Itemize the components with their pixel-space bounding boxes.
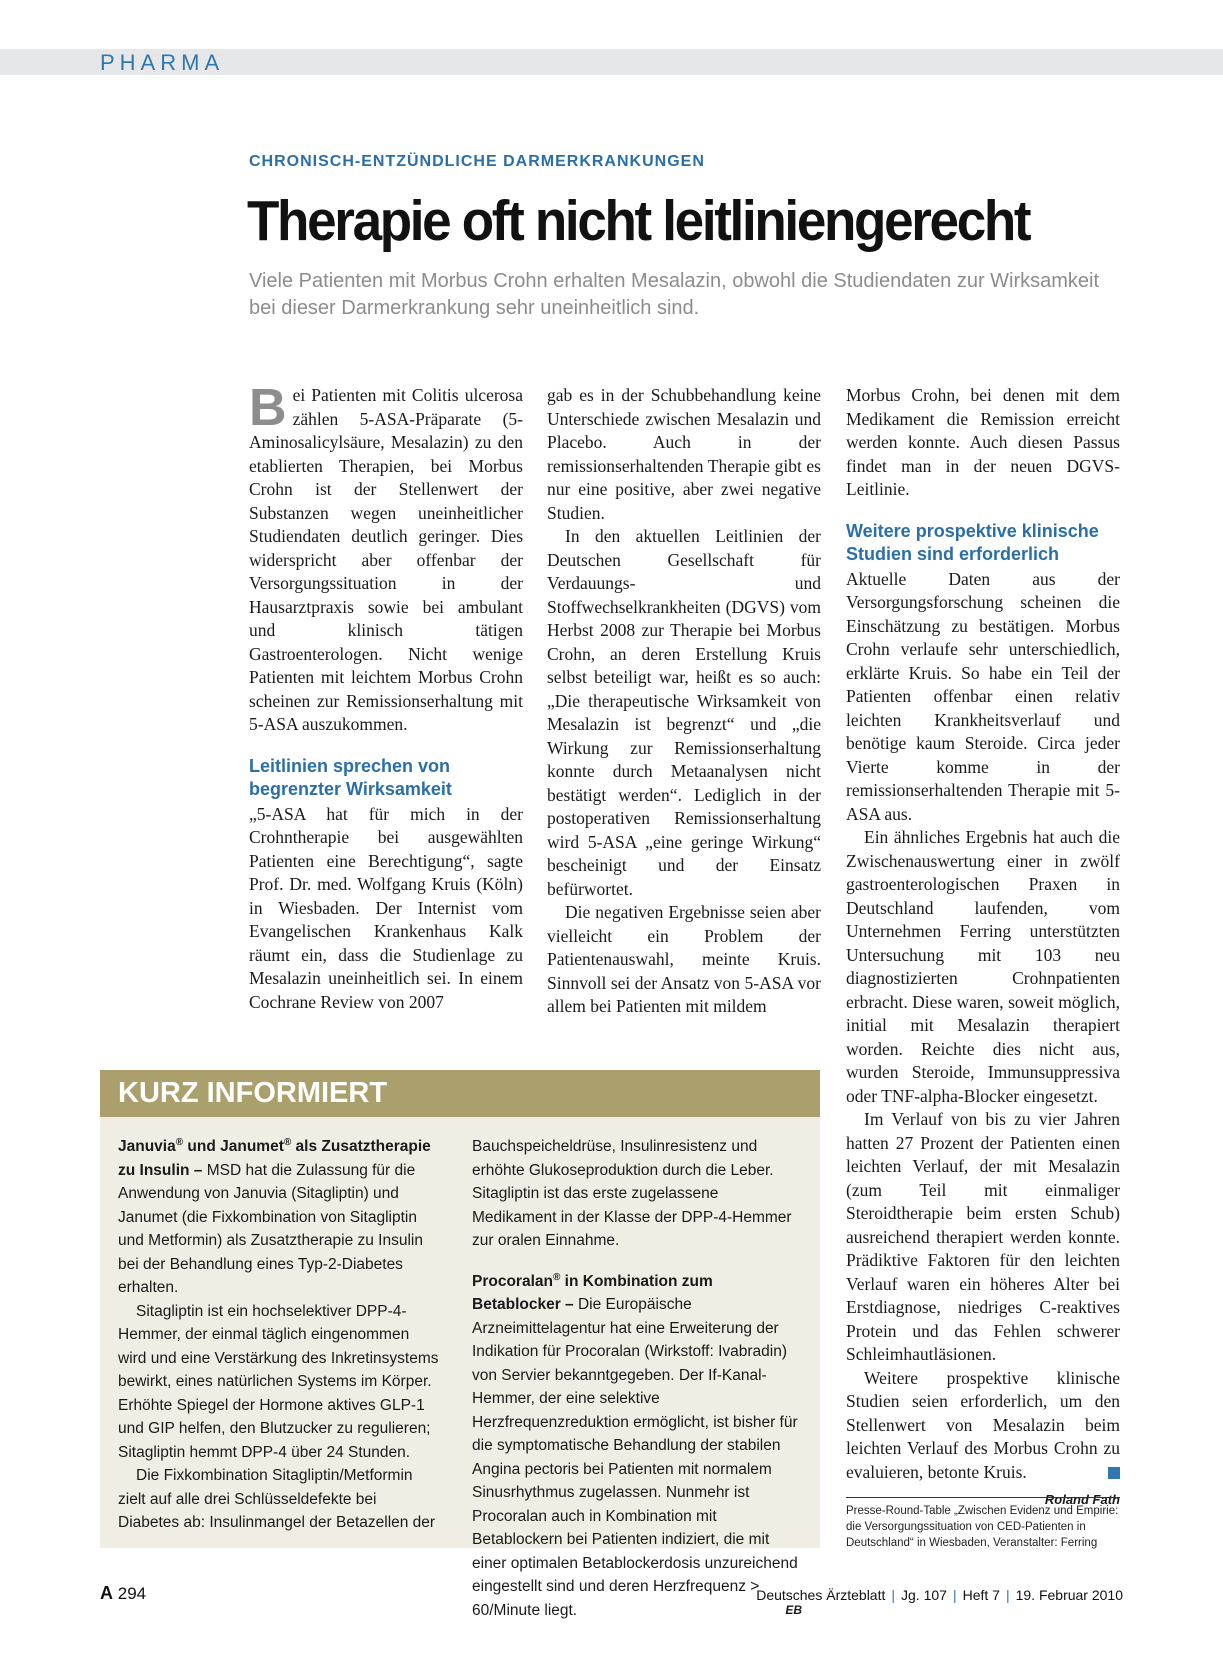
box-item-procoralan	[472, 1270, 802, 1623]
paragraph-quote: „5-ASA hat für mich in der Crohntherapie bei ausgewählten Patienten eine Berechtigung“, sagte Prof. Dr. med. Wolfgang Kruis (Köln) in Wiesbaden. Der Internist vom Evangelischen Krankenhaus Kalk räumt ein, dass die Studienlage zu Mesalazin uneinheitlich sei. In einem Cochrane Review von 2007	[249, 803, 523, 1012]
box-item-procoralan-heading: Procoralan® in Kombination zum Betablocker –	[472, 1271, 713, 1313]
paragraph-zwischenauswertung: Ein ähnliches Ergebnis hat auch die Zwischenauswertung einer in zwölf gastroenterologischen Praxen in Deutschland laufenden, vom Unternehmen Ferring unterstützten Untersuchung mit 103 neu diagnostizierten Crohnpatienten erbracht. Diese waren, soweit möglich, initial mit Mesalazin therapiert worden. Reichte dies nicht aus, wurden Steroide, Immunsuppressiva oder TNF-alpha-Blocker eingesetzt.	[846, 827, 1120, 1106]
article-lead: Viele Patienten mit Morbus Crohn erhalten Mesalazin, obwohl die Studiendaten zur Wirksamkeit bei dieser Darmerkrankung sehr uneinheitlich sind.	[249, 270, 1100, 319]
journal-footer: Deutsches Ärzteblatt | Jg. 107 | Heft 7 | 19. Februar 2010	[756, 1587, 1123, 1603]
author: Roland Fath	[1044, 1492, 1120, 1507]
box-paragraph-fixkombination: Die Fixkombination Sitagliptin/Metformin zielt auf alle drei Schlüsseldefekte bei Diabetes ab: Insulinmangel der Betazellen der	[118, 1467, 436, 1531]
paragraph-cochrane: gab es in der Schubbehandlung keine Unterschiede zwischen Mesalazin und Placebo. Auch in der remissionserhaltenden Therapie gibt es nur eine positive, aber zwei negative Studien.	[547, 385, 821, 523]
box-item-januvia-text: MSD hat die Zulassung für die Anwendung von Januvia (Sitagliptin) und Janumet (die Fixkombination von Sitagliptin und Metformin) als Zusatztherapie zu Insulin bei der Behandlung eines Typ-2-Diabetes erhalten.	[118, 1161, 423, 1296]
drop-cap: B	[249, 379, 287, 437]
article-title: Therapie oft nicht leitliniengerecht	[247, 189, 1030, 253]
box-item-author: EB	[785, 1602, 802, 1617]
paragraph-verlauf: Im Verlauf von bis zu vier Jahren hatten 27 Prozent der Patienten einen leichten Verlauf, der mit Mesalazin (zum Teil mit einmaliger Steroidtherapie beim ersten Schub) ausreichend therapiert werden konnte. Prädiktive Faktoren für den leichten Verlauf waren ein höheres Alter bei Erstdiagnose, niedriges C-reaktives Protein und das Fehlen schwerer Schleimhautläsionen.	[846, 1109, 1120, 1364]
box-paragraph-fixkombination-cont: Bauchspeicheldrüse, Insulinresistenz und erhöhte Glukoseproduktion durch die Leber. Sitagliptin ist das erste zugelassene Medikament in der Klasse der DPP-4-Hemmer zur oralen Einnahme.	[472, 1138, 792, 1249]
source-note: Presse-Round-Table „Zwischen Evidenz und Empirie: die Versorgungssituation von CED-Patienten in Deutschland“ in Wiesbaden, Veranstalter: Ferring	[846, 1497, 1120, 1551]
paragraph-negative: Die negativen Ergebnisse seien aber vielleicht ein Problem der Patientenauswahl, meinte Kruis. Sinnvoll sei der Ansatz von 5-ASA vor allem bei Patienten mit mildem	[547, 902, 821, 1016]
journal-date: 19. Februar 2010	[1015, 1587, 1123, 1603]
article-column-2	[547, 384, 821, 1019]
box-title: KURZ INFORMIERT	[118, 1077, 388, 1109]
box-paragraph-sitagliptin: Sitagliptin ist ein hochselektiver DPP-4-Hemmer, der einmal täglich eingenommen wird und eine Verstärkung des Inkretinsystems bewirkt, eines natürlichen Systems im Körper. Erhöhte Spiegel der Hormone aktives GLP-1 und GIP helfen, den Blutzucker zu regulieren; Sitagliptin hemmt DPP-4 über 24 Stunden.	[118, 1302, 439, 1461]
subheading-studien: Weitere prospektive klinische Studien sind erforderlich	[846, 520, 1099, 564]
box-header	[100, 1070, 820, 1117]
paragraph-versorgung: Aktuelle Daten aus der Versorgungsforschung scheinen die Einschätzung zu bestätigen. Morbus Crohn verlaufe sehr unterschiedlich, erklärte Kruis. So habe ein Teil der Patienten offenbar einen relativ leichten Krankheitsverlauf und benötige kaum Steroide. Circa jeder Vierte komme in der remissionserhaltenden Therapie mit 5-ASA aus.	[846, 568, 1120, 824]
box-item-procoralan-text: Die Europäische Arzneimittelagentur hat eine Erweiterung der Indikation für Procoralan (Wirkstoff: Ivabradin) von Servier bekanntgegeben. Der If-Kanal-Hemmer, der eine selektive Herzfrequenzreduktion ermöglicht, ist bisher für die symptomatische Behandlung der stabilen Angina pectoris bei Patienten mit normalem Sinusrhythmus zugelassen. Nunmehr ist Procoralan auch in Kombination mit Betablockern bei Patienten indiziert, die mit einer optimalen Betablockerdosis unzureichend eingestellt sind und deren Herzfrequenz > 60/Minute liegt.	[472, 1296, 798, 1619]
paragraph-intro: ei Patienten mit Colitis ulcerosa zählen 5-ASA-Präparate (5-Aminosalicylsäure, Mesalazin) zu den etablierten Therapien, bei Morbus Crohn ist der Stellenwert der Substanzen wegen uneinheitlicher Studiendaten deutlich geringer. Dies widerspricht aber offenbar der Versorgungssituation in der Hausarztpraxis sowie bei ambulant und klinisch tätigen Gastroenterologen. Nicht wenige Patienten mit leichtem Morbus Crohn scheinen zur Remissionserhaltung mit 5-ASA auszukommen.	[249, 385, 523, 734]
journal-issue: Heft 7	[962, 1587, 1000, 1603]
box-column-2	[472, 1135, 802, 1622]
article-column-1	[249, 379, 523, 1014]
end-mark-icon	[1108, 1467, 1120, 1479]
journal-volume: Jg. 107	[901, 1587, 947, 1603]
journal-name: Deutsches Ärzteblatt	[756, 1587, 886, 1603]
article-column-3	[846, 384, 1120, 1512]
subheading-leitlinien: Leitlinien sprechen von begrenzter Wirksamkeit	[249, 755, 452, 799]
article-kicker: CHRONISCH-ENTZÜNDLICHE DARMERKRANKUNGEN	[249, 153, 705, 170]
page-number: A 294	[100, 1583, 147, 1603]
box-item-januvia	[118, 1135, 441, 1300]
paragraph-morbus-crohn: Morbus Crohn, bei denen mit dem Medikament die Remission erreicht werden konnte. Auch diesen Passus findet man in der neuen DGVS-Leitlinie.	[846, 385, 1120, 499]
paragraph-dgvs: In den aktuellen Leitlinien der Deutschen Gesellschaft für Verdauungs- und Stoffwechselkrankheiten (DGVS) vom Herbst 2008 zur Therapie bei Morbus Crohn, an deren Erstellung Kruis selbst beteiligt war, heißt es so auch: „Die therapeutische Wirksamkeit von Mesalazin ist begrenzt“ und „die Wirkung zur Remissionserhaltung konnte durch Metaanalysen nicht bestätigt werden“. Lediglich in der postoperativen Remissionserhaltung wird 5-ASA „eine geringe Wirkung“ bescheinigt und der Einsatz befürwortet.	[547, 526, 821, 899]
box-column-1	[118, 1135, 441, 1535]
paragraph-fazit	[846, 1367, 1120, 1485]
box-item-januvia-heading: Januvia® und Janumet® als Zusatztherapie zu Insulin –	[118, 1136, 431, 1179]
section-label: PHARMA	[100, 50, 225, 75]
fazit-text: Weitere prospektive klinische Studien seien erforderlich, um den Stellenwert von Mesalazin beim leichten Verlauf des Morbus Crohn zu evaluieren, betonte Kruis.	[846, 1367, 1120, 1482]
